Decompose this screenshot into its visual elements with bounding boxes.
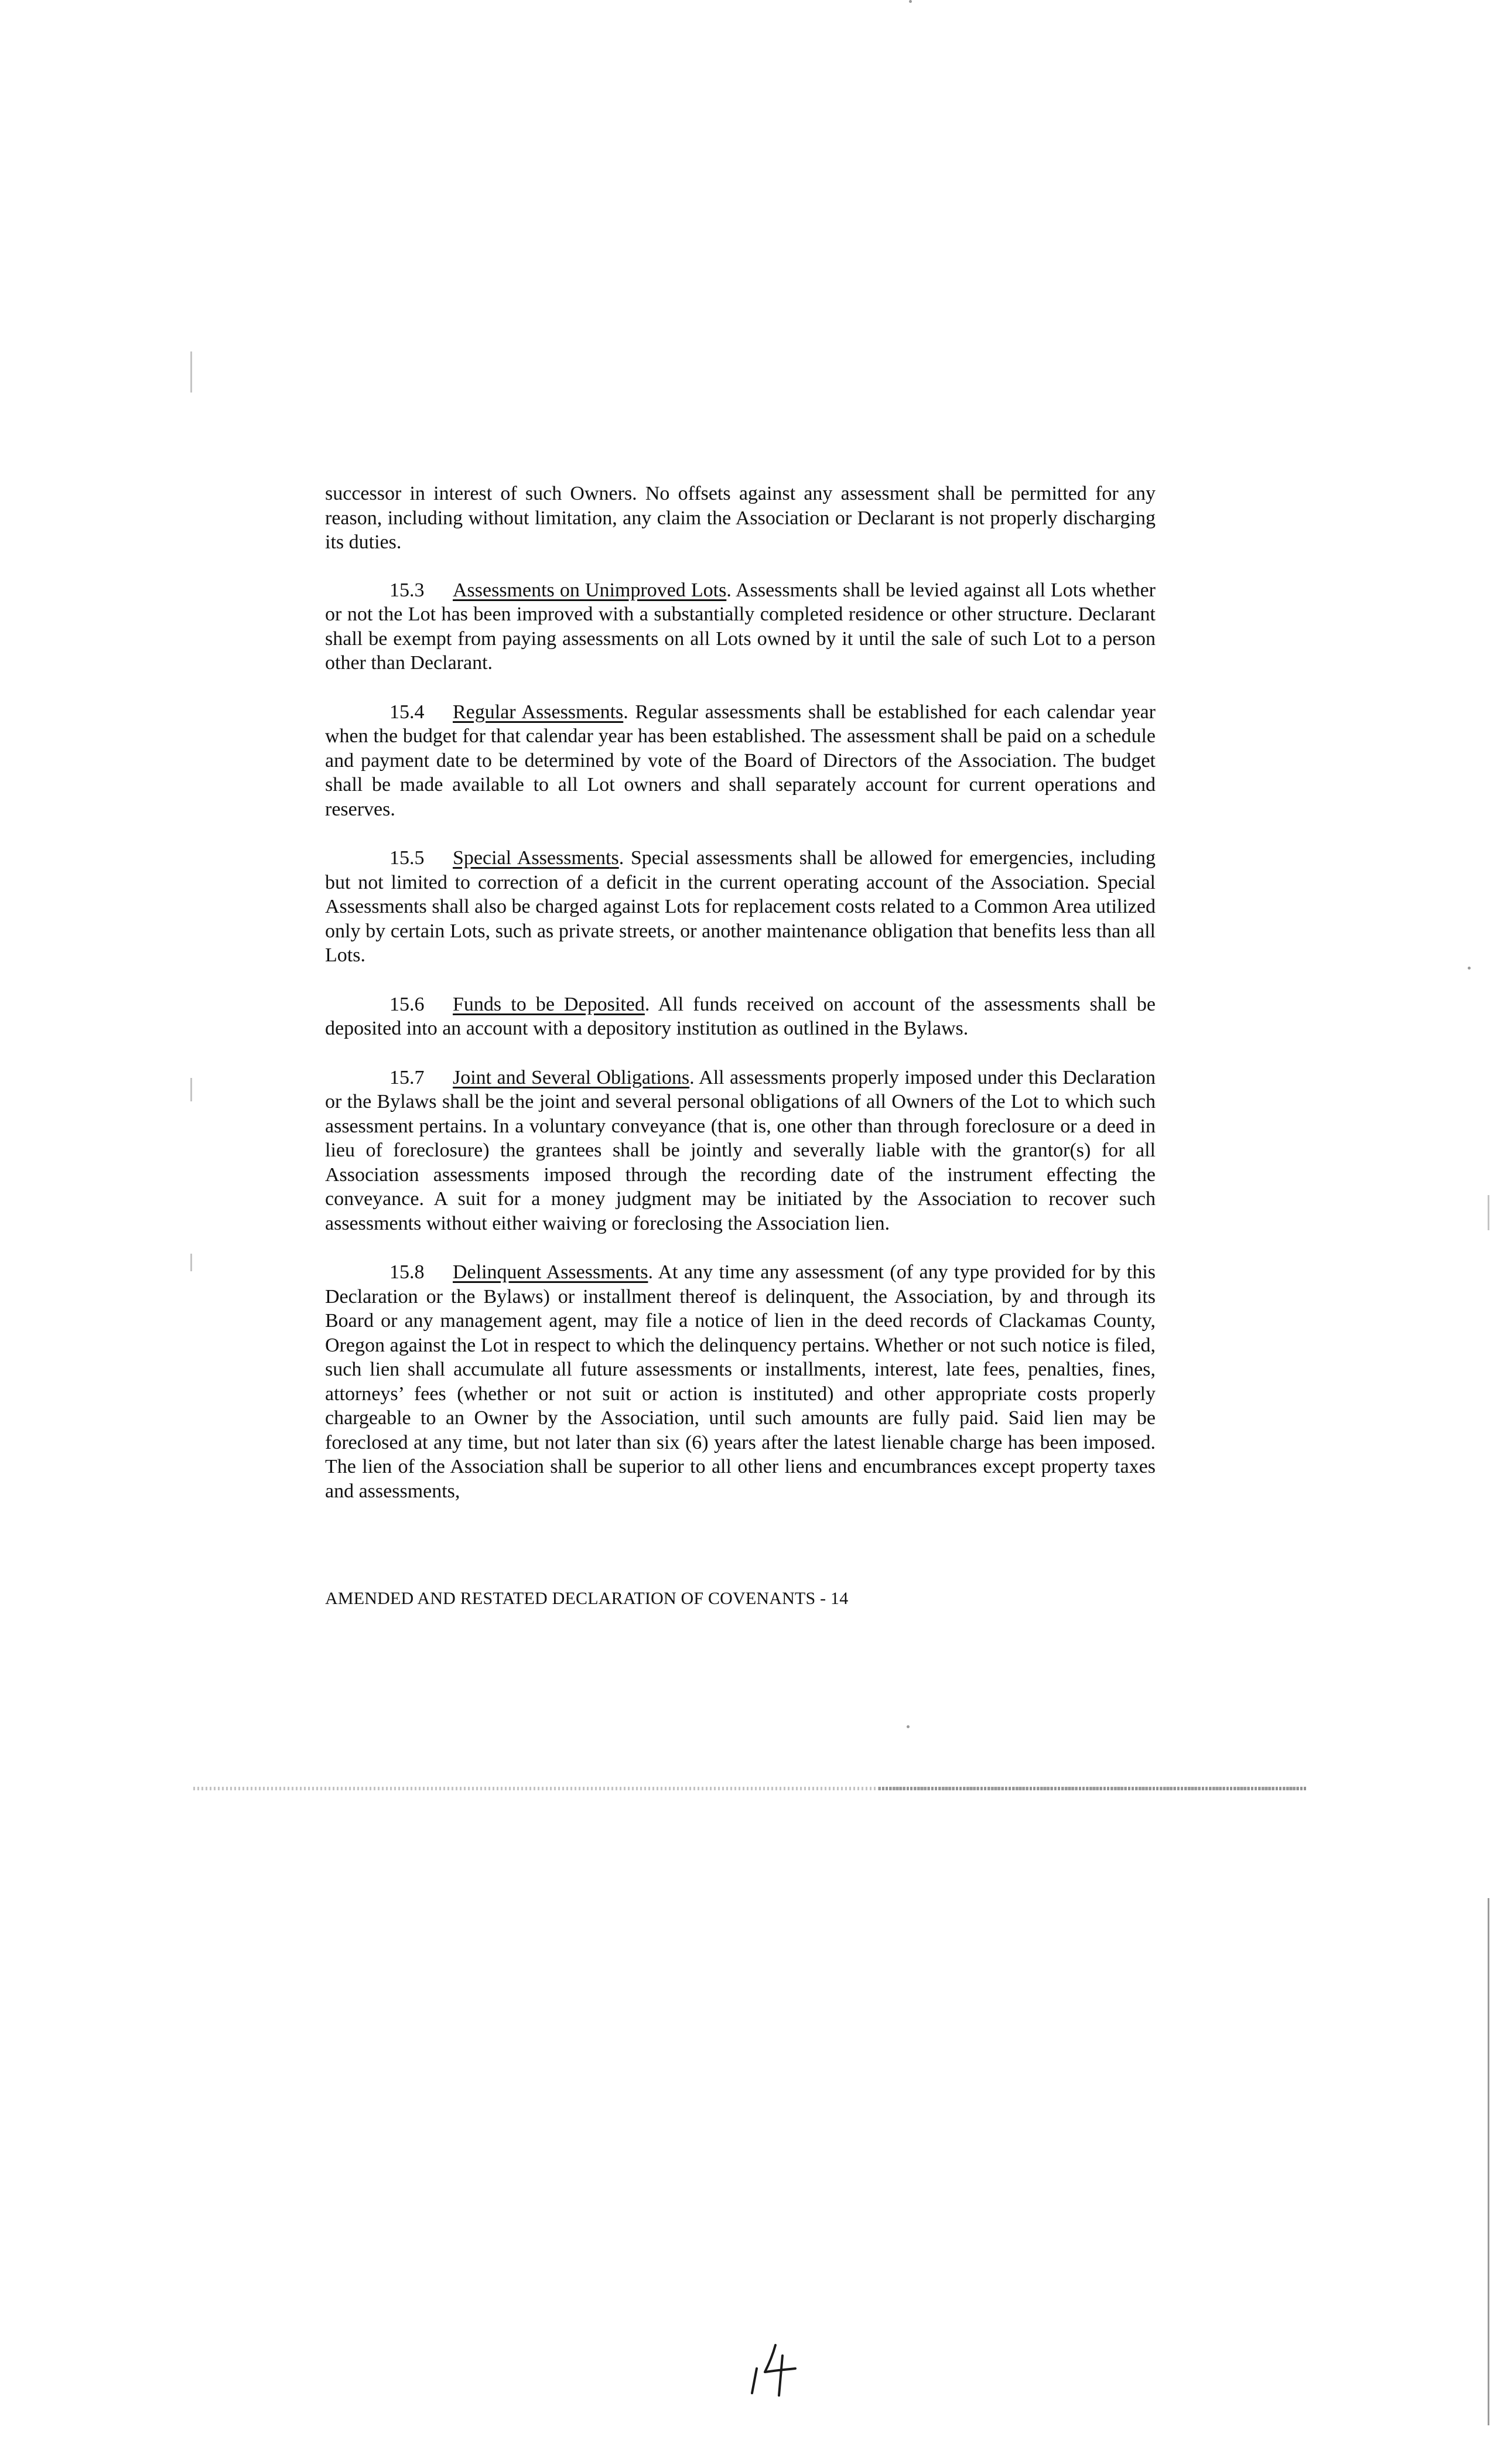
section-text: . All funds received on account of the assessments shall be deposited into an account with a depository institution as outlined in the Bylaws. [325,993,1156,1039]
handwritten-page-number [750,2335,802,2399]
section-number: 15.5 [389,847,425,869]
section-15-6 [325,992,1156,1041]
section-number: 15.4 [389,701,425,723]
document-body [325,482,1156,1528]
section-number: 15.8 [389,1261,425,1283]
section-15-7 [325,1066,1156,1236]
page-footer: AMENDED AND RESTATED DECLARATION OF COVENANTS - 14 [325,1589,849,1608]
section-text: . Special assessments shall be allowed for emergencies, including but not limited to correction of a deficit in the current operating account of the Association. Special Assessments shall also be charged against Lots for replacement costs related to a Common Area utilized only by certain Lots, such as private streets, or another maintenance obligation that benefits less than all Lots. [325,847,1156,966]
scan-speck [907,1725,910,1728]
section-text: . Regular assessments shall be established for each calendar year when the budget for that calendar year has been established. The assessment shall be paid on a schedule and payment date to be determined by vote of the Board of Directors of the Association. The budget shall be made available to all Lot owners and shall separately account for current operations and reserves. [325,701,1156,820]
intro-paragraph: successor in interest of such Owners. No offsets against any assessment shall be permitted for any reason, including without limitation, any claim the Association or Declarant is not properly discharging its duties. [325,483,1156,553]
section-title: Special Assessments [453,847,619,869]
section-title: Funds to be Deposited [453,993,645,1015]
section-title: Regular Assessments [453,701,624,723]
section-title: Delinquent Assessments [453,1261,648,1283]
section-15-3 [325,578,1156,675]
section-15-4 [325,700,1156,822]
section-number: 15.6 [389,993,425,1015]
scan-speck [1468,967,1471,970]
scan-speck [909,0,912,3]
scan-edge-mark [1488,1898,1489,2425]
section-text: . Assessments shall be levied against all Lots whether or not the Lot has been improved with a substantially completed residence or other structure. Declarant shall be exempt from paying assessments on all Lots owned by it until the sale of such Lot to a person other than Declarant. [325,579,1156,674]
section-15-5 [325,846,1156,968]
scan-edge-mark [1488,1195,1489,1230]
section-title: Joint and Several Obligations [453,1066,690,1088]
scan-artifact-line-dark [879,1787,1306,1790]
section-number: 15.3 [389,579,425,601]
section-text: . All assessments properly imposed under this Declaration or the Bylaws shall be the joint and several personal obligations of all Owners of the Lot to which such assessment pertains. In a voluntary conveyance (that is, one other than through foreclosure or a deed in lieu of foreclosure) the grantees shall be jointly and severally liable with the grantor(s) for all Association assessments imposed through the recording date of the instrument effecting the conveyance. A suit for a money judgment may be initiated by the Association to recover such assessments without either waiving or foreclosing the Association lien. [325,1066,1156,1234]
scan-edge-mark [190,1078,192,1101]
section-title: Assessments on Unimproved Lots [453,579,727,601]
section-15-8 [325,1260,1156,1503]
scan-edge-mark [190,1254,192,1271]
section-text: . At any time any assessment (of any type provided for by this Declaration or the Bylaws) or installment thereof is delinquent, the Association, by and through its Board or any management agent, may file a notice of lien in the deed records of Clackamas County, Oregon against the Lot in respect to which the delinquency pertains. Whether or not such notice is filed, such lien shall accumulate all future assessments or installments, interest, late fees, penalties, fines, attorneys’ fees (whether or not suit or action is instituted) and other appropriate costs properly chargeable to an Owner by the Association, until such amounts are fully paid. Said lien may be foreclosed at any time, but not later than six (6) years after the latest lienable charge has been imposed. The lien of the Association shall be superior to all other liens and encumbrances except property taxes and assessments, [325,1261,1156,1502]
section-number: 15.7 [389,1066,425,1088]
scan-edge-mark [190,351,192,393]
